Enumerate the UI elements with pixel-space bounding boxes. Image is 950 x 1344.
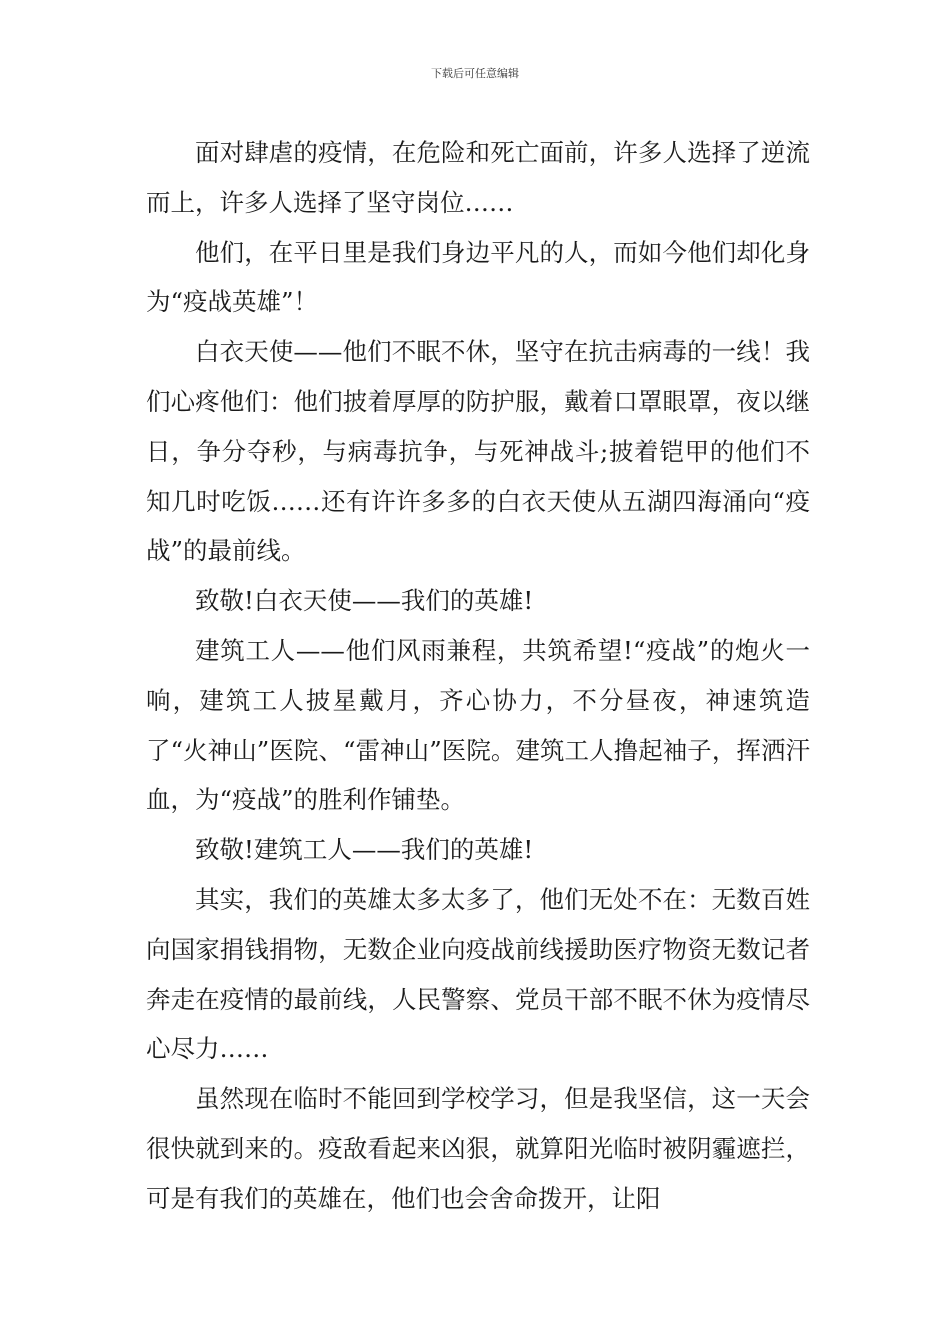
paragraph-5: 建筑工人——他们风雨兼程，共筑希望!“疫战”的炮火一响，建筑工人披星戴月，齐心协力，不分昼夜，神速筑造了“火神山”医院、“雷神山”医院。建筑工人撸起袖子，挥洒汗血，为“疫战”的胜利作铺垫。 [146,635,810,815]
paragraph-6: 致敬!建筑工人——我们的英雄! [195,835,534,865]
paragraph-1: 面对肆虐的疫情，在危险和死亡面前，许多人选择了逆流而上，许多人选择了坚守岗位…… [146,138,810,217]
paragraph-3: 白衣天使——他们不眠不休，坚守在抗击病毒的一线！我们心疼他们：他们披着厚厚的防护服，戴着口罩眼罩，夜以继日，争分夺秒，与病毒抗争，与死神战斗;披着铠甲的他们不知几时吃饭……还有许许多多的白衣天使从五湖四海涌向“疫战”的最前线。 [146,337,810,566]
paragraph-7: 其实，我们的英雄太多太多了，他们无处不在：无数百姓向国家捐钱捐物，无数企业向疫战前线援助医疗物资无数记者奔走在疫情的最前线，人民警察、党员干部不眠不休为疫情尽心尽力…… [146,884,810,1064]
paragraph-8: 虽然现在临时不能回到学校学习，但是我坚信，这一天会很快就到来的。疫敌看起来凶狠，就算阳光临时被阴霾遮拦，可是有我们的英雄在，他们也会舍命拨开，让阳 [146,1084,810,1213]
paragraph-4: 致敬!白衣天使——我们的英雄! [195,586,534,616]
document-body [146,128,810,1224]
page-header: 下载后可任意编辑 [431,67,519,80]
paragraph-2: 他们，在平日里是我们身边平凡的人，而如今他们却化身为“疫战英雄”！ [146,237,810,317]
